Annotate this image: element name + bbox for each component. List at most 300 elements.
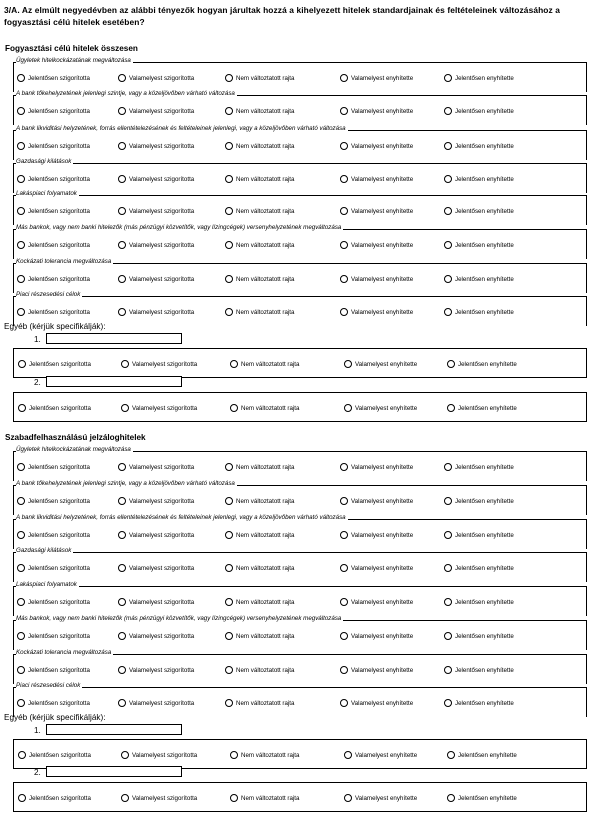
option-label: Jelentősen szigorította — [29, 404, 91, 412]
factor-label: Ügyletek hitelkockázatának megváltozása — [16, 57, 131, 64]
radio-button[interactable] — [17, 632, 25, 640]
radio-button[interactable] — [17, 497, 25, 505]
radio-button[interactable] — [225, 107, 233, 115]
option-3[interactable] — [225, 173, 294, 185]
option-5[interactable] — [444, 461, 514, 473]
factor-label: A bank tőkehelyzetének jelenlegi szintje, vagy a közeljövőben várható változása — [16, 90, 235, 97]
radio-button[interactable] — [340, 241, 348, 249]
option-2[interactable] — [118, 306, 194, 318]
radio-button[interactable] — [444, 207, 452, 215]
radio-button[interactable] — [230, 751, 238, 759]
radio-button[interactable] — [225, 207, 233, 215]
radio-button[interactable] — [118, 632, 126, 640]
option-label: Valamelyest enyhítette — [351, 241, 414, 249]
option-5[interactable] — [444, 205, 514, 217]
option-label: Valamelyest szigorította — [129, 275, 195, 283]
option-1[interactable] — [17, 664, 90, 676]
option-row — [14, 205, 586, 217]
radio-button[interactable] — [17, 531, 25, 539]
option-2[interactable] — [118, 596, 194, 608]
option-1[interactable] — [17, 239, 90, 251]
option-label: Valamelyest szigorította — [129, 699, 195, 707]
option-label: Jelentősen enyhítette — [455, 74, 514, 82]
option-label: Jelentősen szigorította — [28, 308, 90, 316]
option-2[interactable] — [118, 105, 194, 117]
factor-label: Más bankok, vagy nem banki hitelezők (más pénzügyi közvetítők, vagy lízingcégek) versenyhelyzetének megváltozása — [16, 615, 342, 622]
option-label: Nem változtatott rajta — [236, 531, 295, 539]
option-label: Jelentősen enyhítette — [458, 360, 517, 368]
option-3[interactable] — [225, 273, 294, 285]
option-2[interactable] — [121, 749, 197, 761]
option-3[interactable] — [225, 205, 294, 217]
radio-button[interactable] — [340, 207, 348, 215]
option-2[interactable] — [118, 173, 194, 185]
option-3[interactable] — [225, 664, 294, 676]
option-label: Valamelyest szigorította — [129, 564, 195, 572]
option-label: Jelentősen enyhítette — [455, 598, 514, 606]
option-5[interactable] — [444, 105, 514, 117]
option-row — [14, 402, 586, 414]
option-4[interactable] — [340, 630, 413, 642]
other-specify-input[interactable] — [46, 724, 182, 735]
radio-button[interactable] — [17, 666, 25, 674]
option-2[interactable] — [118, 562, 194, 574]
option-1[interactable] — [18, 358, 91, 370]
radio-button[interactable] — [340, 666, 348, 674]
radio-button[interactable] — [118, 241, 126, 249]
option-row — [14, 749, 586, 761]
option-5[interactable] — [444, 697, 514, 709]
radio-button[interactable] — [340, 107, 348, 115]
option-4[interactable] — [344, 402, 417, 414]
radio-button[interactable] — [18, 751, 26, 759]
option-label: Valamelyest enyhítette — [351, 463, 414, 471]
option-label: Jelentősen enyhítette — [455, 699, 514, 707]
radio-button[interactable] — [121, 751, 129, 759]
option-5[interactable] — [444, 630, 514, 642]
option-label: Jelentősen szigorította — [28, 142, 90, 150]
radio-button[interactable] — [118, 699, 126, 707]
factor-group — [13, 258, 587, 293]
option-label: Valamelyest enyhítette — [351, 564, 414, 572]
option-label: Nem változtatott rajta — [236, 666, 295, 674]
option-5[interactable] — [444, 306, 514, 318]
radio-button[interactable] — [340, 497, 348, 505]
radio-button[interactable] — [17, 275, 25, 283]
option-1[interactable] — [17, 495, 90, 507]
option-label: Nem változtatott rajta — [241, 404, 300, 412]
option-2[interactable] — [121, 402, 197, 414]
factor-group — [13, 480, 587, 515]
option-1[interactable] — [17, 562, 90, 574]
radio-button[interactable] — [225, 497, 233, 505]
option-label: Nem változtatott rajta — [236, 241, 295, 249]
option-3[interactable] — [230, 749, 299, 761]
section-title: Fogyasztási célú hitelek összesen — [5, 44, 138, 53]
option-1[interactable] — [17, 273, 90, 285]
option-row — [14, 792, 586, 804]
other-specify-input[interactable] — [46, 376, 182, 387]
radio-button[interactable] — [340, 531, 348, 539]
radio-button[interactable] — [225, 666, 233, 674]
radio-button[interactable] — [340, 699, 348, 707]
option-2[interactable] — [118, 205, 194, 217]
option-label: Jelentősen szigorította — [28, 699, 90, 707]
option-row — [14, 173, 586, 185]
option-label: Valamelyest szigorította — [129, 241, 195, 249]
radio-button[interactable] — [118, 275, 126, 283]
radio-button[interactable] — [444, 632, 452, 640]
radio-button[interactable] — [444, 699, 452, 707]
radio-button[interactable] — [225, 74, 233, 82]
option-5[interactable] — [444, 562, 514, 574]
option-4[interactable] — [340, 461, 413, 473]
option-row — [14, 72, 586, 84]
radio-button[interactable] — [118, 598, 126, 606]
option-label: Jelentősen szigorította — [28, 531, 90, 539]
option-5[interactable] — [447, 358, 517, 370]
radio-button[interactable] — [444, 497, 452, 505]
radio-button[interactable] — [118, 666, 126, 674]
radio-button[interactable] — [444, 241, 452, 249]
factor-group — [13, 446, 587, 481]
factor-label: Piaci részesedési célok — [16, 291, 81, 298]
radio-button[interactable] — [225, 531, 233, 539]
option-1[interactable] — [18, 402, 91, 414]
factor-group — [13, 190, 587, 225]
option-row — [14, 664, 586, 676]
radio-button[interactable] — [225, 699, 233, 707]
option-5[interactable] — [444, 72, 514, 84]
option-label: Valamelyest enyhítette — [351, 142, 414, 150]
option-row — [14, 358, 586, 370]
option-label: Nem változtatott rajta — [236, 107, 295, 115]
option-2[interactable] — [118, 529, 194, 541]
option-label: Jelentősen szigorította — [28, 207, 90, 215]
option-5[interactable] — [444, 529, 514, 541]
option-4[interactable] — [340, 596, 413, 608]
option-4[interactable] — [340, 205, 413, 217]
option-label: Valamelyest szigorította — [129, 632, 195, 640]
radio-button[interactable] — [17, 241, 25, 249]
option-label: Valamelyest szigorította — [129, 207, 195, 215]
option-label: Valamelyest enyhítette — [355, 360, 418, 368]
factor-label: Piaci részesedési célok — [16, 682, 81, 689]
option-label: Valamelyest enyhítette — [351, 275, 414, 283]
radio-button[interactable] — [17, 207, 25, 215]
option-label: Nem változtatott rajta — [236, 598, 295, 606]
radio-button[interactable] — [444, 564, 452, 572]
option-4[interactable] — [344, 749, 417, 761]
radio-button[interactable] — [344, 794, 352, 802]
option-4[interactable] — [340, 562, 413, 574]
option-row — [14, 529, 586, 541]
radio-button[interactable] — [444, 531, 452, 539]
option-label: Valamelyest szigorította — [129, 308, 195, 316]
option-5[interactable] — [444, 664, 514, 676]
option-1[interactable] — [17, 529, 90, 541]
option-2[interactable] — [118, 239, 194, 251]
option-5[interactable] — [444, 596, 514, 608]
option-label: Jelentősen enyhítette — [455, 463, 514, 471]
option-row — [14, 697, 586, 709]
option-label: Nem változtatott rajta — [236, 497, 295, 505]
option-row — [14, 306, 586, 318]
option-1[interactable] — [17, 461, 90, 473]
radio-button[interactable] — [121, 404, 129, 412]
option-3[interactable] — [225, 596, 294, 608]
radio-button[interactable] — [225, 463, 233, 471]
factor-label: Gazdasági kilátások — [16, 158, 72, 165]
radio-button[interactable] — [344, 404, 352, 412]
option-4[interactable] — [340, 140, 413, 152]
option-1[interactable] — [17, 173, 90, 185]
other-item-number: 1. — [34, 726, 41, 735]
option-row — [14, 461, 586, 473]
radio-button[interactable] — [17, 598, 25, 606]
option-2[interactable] — [118, 664, 194, 676]
option-label: Jelentősen szigorította — [29, 794, 91, 802]
radio-button[interactable] — [17, 308, 25, 316]
option-1[interactable] — [18, 792, 91, 804]
option-label: Valamelyest enyhítette — [351, 497, 414, 505]
option-5[interactable] — [444, 495, 514, 507]
radio-button[interactable] — [447, 794, 455, 802]
radio-button[interactable] — [225, 564, 233, 572]
option-4[interactable] — [344, 358, 417, 370]
option-row — [14, 596, 586, 608]
option-2[interactable] — [118, 140, 194, 152]
radio-button[interactable] — [344, 360, 352, 368]
option-label: Valamelyest szigorította — [132, 794, 198, 802]
radio-button[interactable] — [118, 207, 126, 215]
option-3[interactable] — [225, 697, 294, 709]
option-2[interactable] — [118, 495, 194, 507]
option-3[interactable] — [225, 140, 294, 152]
radio-button[interactable] — [340, 632, 348, 640]
radio-button[interactable] — [340, 308, 348, 316]
option-label: Valamelyest szigorította — [129, 142, 195, 150]
option-label: Jelentősen enyhítette — [455, 531, 514, 539]
radio-button[interactable] — [17, 74, 25, 82]
option-label: Valamelyest szigorította — [129, 598, 195, 606]
radio-button[interactable] — [17, 699, 25, 707]
radio-button[interactable] — [118, 531, 126, 539]
option-3[interactable] — [225, 630, 294, 642]
radio-button[interactable] — [18, 404, 26, 412]
option-5[interactable] — [444, 173, 514, 185]
option-1[interactable] — [17, 596, 90, 608]
radio-button[interactable] — [118, 308, 126, 316]
radio-button[interactable] — [444, 107, 452, 115]
option-5[interactable] — [447, 749, 517, 761]
radio-button[interactable] — [225, 175, 233, 183]
option-1[interactable] — [17, 205, 90, 217]
radio-button[interactable] — [118, 74, 126, 82]
radio-button[interactable] — [17, 564, 25, 572]
option-3[interactable] — [230, 402, 299, 414]
option-4[interactable] — [340, 529, 413, 541]
option-1[interactable] — [17, 306, 90, 318]
option-3[interactable] — [225, 105, 294, 117]
radio-button[interactable] — [444, 275, 452, 283]
other-specify-input[interactable] — [46, 766, 182, 777]
option-1[interactable] — [17, 105, 90, 117]
option-label: Valamelyest enyhítette — [351, 598, 414, 606]
option-label: Valamelyest szigorította — [129, 175, 195, 183]
option-3[interactable] — [230, 792, 299, 804]
radio-button[interactable] — [18, 360, 26, 368]
option-row — [14, 562, 586, 574]
radio-button[interactable] — [340, 74, 348, 82]
option-4[interactable] — [340, 697, 413, 709]
option-2[interactable] — [121, 792, 197, 804]
option-row — [14, 140, 586, 152]
radio-button[interactable] — [344, 751, 352, 759]
option-4[interactable] — [340, 273, 413, 285]
radio-button[interactable] — [444, 175, 452, 183]
option-3[interactable] — [225, 72, 294, 84]
option-label: Jelentősen enyhítette — [455, 308, 514, 316]
factor-label: Kockázati tolerancia megváltozása — [16, 649, 112, 656]
radio-button[interactable] — [340, 275, 348, 283]
other-item-number: 2. — [34, 378, 41, 387]
radio-button[interactable] — [118, 107, 126, 115]
option-4[interactable] — [340, 173, 413, 185]
radio-button[interactable] — [118, 497, 126, 505]
option-5[interactable] — [444, 273, 514, 285]
radio-button[interactable] — [444, 463, 452, 471]
radio-button[interactable] — [230, 360, 238, 368]
radio-button[interactable] — [17, 107, 25, 115]
option-3[interactable] — [225, 529, 294, 541]
radio-button[interactable] — [225, 142, 233, 150]
radio-button[interactable] — [340, 175, 348, 183]
radio-button[interactable] — [230, 794, 238, 802]
option-2[interactable] — [118, 461, 194, 473]
factor-label: Más bankok, vagy nem banki hitelezők (más pénzügyi közvetítők, vagy lízingcégek) versenyhelyzetének megváltozása — [16, 224, 342, 231]
radio-button[interactable] — [447, 751, 455, 759]
radio-button[interactable] — [444, 598, 452, 606]
option-label: Jelentősen szigorította — [28, 666, 90, 674]
radio-button[interactable] — [18, 794, 26, 802]
radio-button[interactable] — [225, 308, 233, 316]
option-label: Nem változtatott rajta — [236, 142, 295, 150]
option-3[interactable] — [225, 461, 294, 473]
factor-label: A bank likviditási helyzetének, forrás ellentételezésének és feltételeinek jelenlegi, vagy a közeljövőben várható változása — [16, 125, 346, 132]
option-4[interactable] — [340, 664, 413, 676]
option-label: Jelentősen szigorította — [28, 632, 90, 640]
option-2[interactable] — [118, 697, 194, 709]
option-label: Jelentősen enyhítette — [458, 404, 517, 412]
option-1[interactable] — [18, 749, 91, 761]
option-label: Valamelyest szigorította — [129, 497, 195, 505]
factor-label: Lakáspiaci folyamatok — [16, 190, 77, 197]
option-3[interactable] — [225, 239, 294, 251]
other-specify-input[interactable] — [46, 333, 182, 344]
factor-group — [13, 615, 587, 650]
radio-button[interactable] — [340, 142, 348, 150]
factor-group — [13, 547, 587, 582]
radio-button[interactable] — [225, 632, 233, 640]
radio-button[interactable] — [447, 360, 455, 368]
radio-button[interactable] — [340, 564, 348, 572]
radio-button[interactable] — [118, 564, 126, 572]
option-4[interactable] — [340, 72, 413, 84]
radio-button[interactable] — [230, 404, 238, 412]
option-label: Valamelyest enyhítette — [351, 74, 414, 82]
radio-button[interactable] — [118, 142, 126, 150]
option-label: Jelentősen enyhítette — [455, 207, 514, 215]
option-4[interactable] — [340, 495, 413, 507]
option-4[interactable] — [340, 239, 413, 251]
other-options-box — [13, 782, 587, 812]
radio-button[interactable] — [17, 463, 25, 471]
factor-group — [13, 57, 587, 92]
option-1[interactable] — [17, 630, 90, 642]
option-label: Jelentősen szigorította — [28, 275, 90, 283]
radio-button[interactable] — [17, 175, 25, 183]
radio-button[interactable] — [340, 598, 348, 606]
factor-group — [13, 581, 587, 616]
radio-button[interactable] — [225, 275, 233, 283]
radio-button[interactable] — [444, 74, 452, 82]
option-4[interactable] — [340, 306, 413, 318]
option-label: Nem változtatott rajta — [236, 308, 295, 316]
radio-button[interactable] — [225, 598, 233, 606]
option-3[interactable] — [230, 358, 299, 370]
option-3[interactable] — [225, 306, 294, 318]
option-3[interactable] — [225, 562, 294, 574]
radio-button[interactable] — [225, 241, 233, 249]
radio-button[interactable] — [121, 360, 129, 368]
other-label: Egyéb (kérjük specifikálják): — [4, 322, 106, 331]
option-label: Jelentősen enyhítette — [458, 751, 517, 759]
option-2[interactable] — [121, 358, 197, 370]
radio-button[interactable] — [444, 142, 452, 150]
radio-button[interactable] — [444, 666, 452, 674]
radio-button[interactable] — [17, 142, 25, 150]
option-4[interactable] — [344, 792, 417, 804]
option-2[interactable] — [118, 72, 194, 84]
radio-button[interactable] — [118, 175, 126, 183]
radio-button[interactable] — [118, 463, 126, 471]
factor-label: Lakáspiaci folyamatok — [16, 581, 77, 588]
option-1[interactable] — [17, 72, 90, 84]
radio-button[interactable] — [121, 794, 129, 802]
option-label: Nem változtatott rajta — [241, 794, 300, 802]
option-3[interactable] — [225, 495, 294, 507]
option-label: Nem változtatott rajta — [241, 360, 300, 368]
option-1[interactable] — [17, 140, 90, 152]
option-2[interactable] — [118, 630, 194, 642]
option-2[interactable] — [118, 273, 194, 285]
radio-button[interactable] — [340, 463, 348, 471]
option-row — [14, 105, 586, 117]
option-1[interactable] — [17, 697, 90, 709]
radio-button[interactable] — [444, 308, 452, 316]
option-5[interactable] — [447, 402, 517, 414]
option-5[interactable] — [447, 792, 517, 804]
radio-button[interactable] — [447, 404, 455, 412]
option-5[interactable] — [444, 239, 514, 251]
option-4[interactable] — [340, 105, 413, 117]
option-5[interactable] — [444, 140, 514, 152]
option-label: Valamelyest enyhítette — [355, 404, 418, 412]
option-label: Valamelyest enyhítette — [351, 207, 414, 215]
factor-group — [13, 125, 587, 160]
other-label: Egyéb (kérjük specifikálják): — [4, 713, 106, 722]
